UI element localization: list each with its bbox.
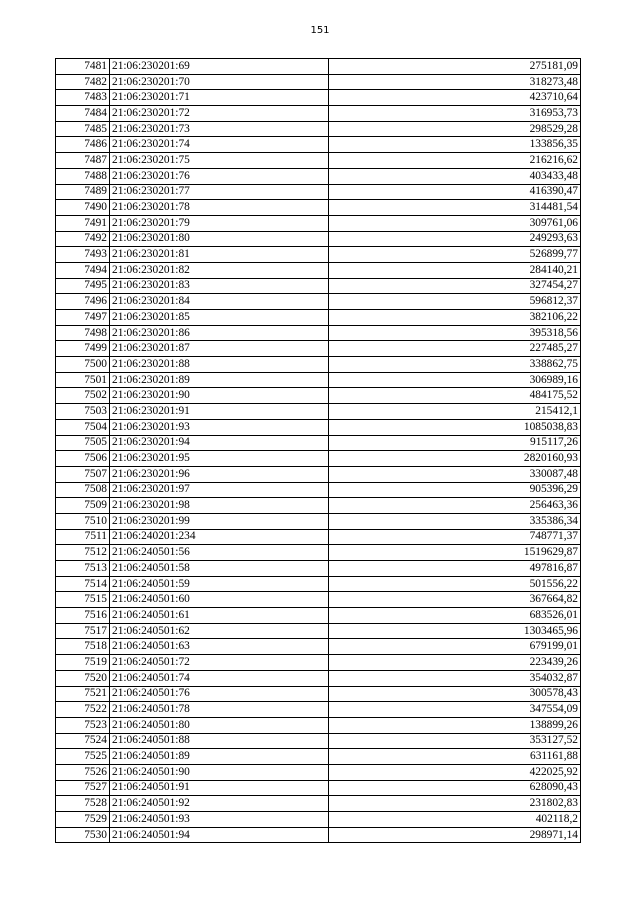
table-row: [56, 482, 581, 498]
cadastral-number-cell: 21:06:240501:61: [110, 608, 329, 624]
row-number-cell: 7494: [56, 262, 110, 278]
cadastral-value-cell: 138899,26: [329, 717, 581, 733]
row-number-cell: 7502: [56, 388, 110, 404]
cadastral-value-cell: 275181,09: [329, 59, 581, 75]
row-number-cell: 7498: [56, 325, 110, 341]
cadastral-value-cell: 683526,01: [329, 608, 581, 624]
cadastral-number-cell: 21:06:230201:90: [110, 388, 329, 404]
table-row: [56, 231, 581, 247]
table-row: [56, 168, 581, 184]
table-row: [56, 388, 581, 404]
row-number-cell: 7517: [56, 623, 110, 639]
cadastral-value-cell: 1519629,87: [329, 545, 581, 561]
cadastral-number-cell: 21:06:230201:88: [110, 357, 329, 373]
table-row: [56, 686, 581, 702]
cadastral-number-cell: 21:06:230201:91: [110, 404, 329, 420]
row-number-cell: 7505: [56, 435, 110, 451]
row-number-cell: 7520: [56, 670, 110, 686]
cadastral-value-cell: 318273,48: [329, 74, 581, 90]
row-number-cell: 7521: [56, 686, 110, 702]
cadastral-number-cell: 21:06:230201:75: [110, 153, 329, 169]
row-number-cell: 7514: [56, 576, 110, 592]
cadastral-number-cell: 21:06:230201:95: [110, 451, 329, 467]
table-row: [56, 733, 581, 749]
row-number-cell: 7527: [56, 780, 110, 796]
row-number-cell: 7499: [56, 341, 110, 357]
table-row: [56, 372, 581, 388]
cadastral-number-cell: 21:06:230201:83: [110, 278, 329, 294]
table-row: [56, 200, 581, 216]
cadastral-value-cell: 403433,48: [329, 168, 581, 184]
page-number: 151: [310, 25, 330, 36]
cadastral-number-cell: 21:06:240501:92: [110, 796, 329, 812]
cadastral-number-cell: 21:06:230201:70: [110, 74, 329, 90]
row-number-cell: 7525: [56, 749, 110, 765]
row-number-cell: 7508: [56, 482, 110, 498]
cadastral-number-cell: 21:06:230201:93: [110, 419, 329, 435]
cadastral-value-cell: 526899,77: [329, 247, 581, 263]
row-number-cell: 7523: [56, 717, 110, 733]
row-number-cell: 7522: [56, 702, 110, 718]
table-row: [56, 247, 581, 263]
cadastral-value-cell: 353127,52: [329, 733, 581, 749]
table-row: [56, 764, 581, 780]
row-number-cell: 7516: [56, 608, 110, 624]
row-number-cell: 7506: [56, 451, 110, 467]
cadastral-number-cell: 21:06:230201:97: [110, 482, 329, 498]
cadastral-value-cell: 335386,34: [329, 513, 581, 529]
cadastral-value-cell: 249293,63: [329, 231, 581, 247]
cadastral-number-cell: 21:06:230201:82: [110, 262, 329, 278]
table-row: [56, 796, 581, 812]
cadastral-number-cell: 21:06:230201:99: [110, 513, 329, 529]
row-number-cell: 7485: [56, 121, 110, 137]
cadastral-value-cell: 402118,2: [329, 812, 581, 828]
cadastral-number-cell: 21:06:240501:60: [110, 592, 329, 608]
cadastral-number-cell: 21:06:240201:234: [110, 529, 329, 545]
cadastral-value-cell: 422025,92: [329, 764, 581, 780]
table-row: [56, 341, 581, 357]
cadastral-value-cell: 915117,26: [329, 435, 581, 451]
cadastral-value-cell: 327454,27: [329, 278, 581, 294]
row-number-cell: 7526: [56, 764, 110, 780]
cadastral-value-cell: 748771,37: [329, 529, 581, 545]
row-number-cell: 7530: [56, 827, 110, 843]
cadastral-number-cell: 21:06:240501:62: [110, 623, 329, 639]
cadastral-value-cell: 497816,87: [329, 561, 581, 577]
cadastral-value-cell: 416390,47: [329, 184, 581, 200]
cadastral-number-cell: 21:06:240501:72: [110, 655, 329, 671]
cadastral-number-cell: 21:06:230201:87: [110, 341, 329, 357]
row-number-cell: 7500: [56, 357, 110, 373]
row-number-cell: 7497: [56, 310, 110, 326]
cadastral-number-cell: 21:06:240501:93: [110, 812, 329, 828]
row-number-cell: 7481: [56, 59, 110, 75]
table-row: [56, 90, 581, 106]
cadastral-number-cell: 21:06:240501:58: [110, 561, 329, 577]
cadastral-value-cell: 596812,37: [329, 294, 581, 310]
row-number-cell: 7501: [56, 372, 110, 388]
row-number-cell: 7528: [56, 796, 110, 812]
cadastral-value-cell: 284140,21: [329, 262, 581, 278]
table-row: [56, 513, 581, 529]
cadastral-value-cell: 298529,28: [329, 121, 581, 137]
table-row: [56, 106, 581, 122]
cadastral-number-cell: 21:06:230201:96: [110, 466, 329, 482]
row-number-cell: 7483: [56, 90, 110, 106]
cadastral-number-cell: 21:06:230201:78: [110, 200, 329, 216]
cadastral-number-cell: 21:06:230201:94: [110, 435, 329, 451]
cadastral-value-cell: 628090,43: [329, 780, 581, 796]
table-row: [56, 812, 581, 828]
cadastral-number-cell: 21:06:240501:74: [110, 670, 329, 686]
cadastral-value-cell: 631161,88: [329, 749, 581, 765]
table-row: [56, 623, 581, 639]
row-number-cell: 7495: [56, 278, 110, 294]
row-number-cell: 7489: [56, 184, 110, 200]
table-row: [56, 59, 581, 75]
table-row: [56, 827, 581, 843]
cadastral-number-cell: 21:06:230201:72: [110, 106, 329, 122]
cadastral-number-cell: 21:06:230201:80: [110, 231, 329, 247]
table-row: [56, 545, 581, 561]
table-row: [56, 702, 581, 718]
table-row: [56, 608, 581, 624]
table-row: [56, 780, 581, 796]
cadastral-value-cell: 314481,54: [329, 200, 581, 216]
row-number-cell: 7488: [56, 168, 110, 184]
table-row: [56, 498, 581, 514]
cadastral-value-cell: 215412,1: [329, 404, 581, 420]
cadastral-value-cell: 484175,52: [329, 388, 581, 404]
table-row: [56, 137, 581, 153]
cadastral-number-cell: 21:06:230201:76: [110, 168, 329, 184]
table-row: [56, 121, 581, 137]
table-body: [56, 59, 581, 843]
cadastral-number-cell: 21:06:230201:79: [110, 215, 329, 231]
table-row: [56, 278, 581, 294]
cadastral-number-cell: 21:06:230201:73: [110, 121, 329, 137]
table-row: [56, 184, 581, 200]
row-number-cell: 7524: [56, 733, 110, 749]
cadastral-value-cell: 1085038,83: [329, 419, 581, 435]
cadastral-value-table: [55, 58, 581, 843]
cadastral-number-cell: 21:06:240501:78: [110, 702, 329, 718]
row-number-cell: 7493: [56, 247, 110, 263]
row-number-cell: 7518: [56, 639, 110, 655]
row-number-cell: 7484: [56, 106, 110, 122]
cadastral-value-cell: 316953,73: [329, 106, 581, 122]
cadastral-number-cell: 21:06:230201:98: [110, 498, 329, 514]
cadastral-value-cell: 227485,27: [329, 341, 581, 357]
table-row: [56, 451, 581, 467]
row-number-cell: 7490: [56, 200, 110, 216]
table-row: [56, 466, 581, 482]
table-row: [56, 294, 581, 310]
row-number-cell: 7519: [56, 655, 110, 671]
cadastral-value-cell: 298971,14: [329, 827, 581, 843]
row-number-cell: 7486: [56, 137, 110, 153]
cadastral-number-cell: 21:06:230201:69: [110, 59, 329, 75]
row-number-cell: 7482: [56, 74, 110, 90]
row-number-cell: 7491: [56, 215, 110, 231]
row-number-cell: 7513: [56, 561, 110, 577]
table-row: [56, 561, 581, 577]
row-number-cell: 7503: [56, 404, 110, 420]
table-row: [56, 670, 581, 686]
cadastral-number-cell: 21:06:230201:89: [110, 372, 329, 388]
table-row: [56, 357, 581, 373]
table-row: [56, 310, 581, 326]
cadastral-number-cell: 21:06:230201:81: [110, 247, 329, 263]
table-row: [56, 592, 581, 608]
table-row: [56, 529, 581, 545]
table-row: [56, 262, 581, 278]
row-number-cell: 7504: [56, 419, 110, 435]
cadastral-value-cell: 347554,09: [329, 702, 581, 718]
cadastral-value-cell: 367664,82: [329, 592, 581, 608]
table-row: [56, 435, 581, 451]
cadastral-number-cell: 21:06:230201:84: [110, 294, 329, 310]
cadastral-number-cell: 21:06:240501:63: [110, 639, 329, 655]
table-row: [56, 576, 581, 592]
cadastral-value-cell: 501556,22: [329, 576, 581, 592]
cadastral-value-cell: 338862,75: [329, 357, 581, 373]
cadastral-value-cell: 354032,87: [329, 670, 581, 686]
row-number-cell: 7507: [56, 466, 110, 482]
cadastral-value-cell: 395318,56: [329, 325, 581, 341]
table-row: [56, 153, 581, 169]
cadastral-number-cell: 21:06:230201:85: [110, 310, 329, 326]
cadastral-number-cell: 21:06:230201:86: [110, 325, 329, 341]
row-number-cell: 7515: [56, 592, 110, 608]
row-number-cell: 7487: [56, 153, 110, 169]
row-number-cell: 7509: [56, 498, 110, 514]
cadastral-value-cell: 256463,36: [329, 498, 581, 514]
cadastral-value-cell: 216216,62: [329, 153, 581, 169]
table-row: [56, 419, 581, 435]
cadastral-number-cell: 21:06:240501:91: [110, 780, 329, 796]
cadastral-number-cell: 21:06:240501:76: [110, 686, 329, 702]
cadastral-number-cell: 21:06:230201:77: [110, 184, 329, 200]
row-number-cell: 7529: [56, 812, 110, 828]
cadastral-value-cell: 905396,29: [329, 482, 581, 498]
cadastral-number-cell: 21:06:240501:94: [110, 827, 329, 843]
cadastral-number-cell: 21:06:240501:56: [110, 545, 329, 561]
cadastral-value-cell: 300578,43: [329, 686, 581, 702]
row-number-cell: 7511: [56, 529, 110, 545]
cadastral-number-cell: 21:06:240501:90: [110, 764, 329, 780]
cadastral-number-cell: 21:06:240501:59: [110, 576, 329, 592]
table-row: [56, 717, 581, 733]
cadastral-number-cell: 21:06:230201:71: [110, 90, 329, 106]
table-row: [56, 639, 581, 655]
cadastral-value-cell: 382106,22: [329, 310, 581, 326]
table-row: [56, 215, 581, 231]
row-number-cell: 7510: [56, 513, 110, 529]
table-row: [56, 325, 581, 341]
cadastral-value-cell: 679199,01: [329, 639, 581, 655]
cadastral-value-cell: 223439,26: [329, 655, 581, 671]
table-row: [56, 749, 581, 765]
row-number-cell: 7496: [56, 294, 110, 310]
cadastral-value-cell: 1303465,96: [329, 623, 581, 639]
table-row: [56, 74, 581, 90]
table-row: [56, 404, 581, 420]
cadastral-number-cell: 21:06:230201:74: [110, 137, 329, 153]
row-number-cell: 7492: [56, 231, 110, 247]
cadastral-value-cell: 330087,48: [329, 466, 581, 482]
cadastral-number-cell: 21:06:240501:88: [110, 733, 329, 749]
cadastral-value-cell: 309761,06: [329, 215, 581, 231]
cadastral-value-cell: 231802,83: [329, 796, 581, 812]
row-number-cell: 7512: [56, 545, 110, 561]
cadastral-number-cell: 21:06:240501:80: [110, 717, 329, 733]
table-row: [56, 655, 581, 671]
cadastral-number-cell: 21:06:240501:89: [110, 749, 329, 765]
cadastral-value-cell: 2820160,93: [329, 451, 581, 467]
cadastral-value-cell: 306989,16: [329, 372, 581, 388]
cadastral-value-cell: 133856,35: [329, 137, 581, 153]
cadastral-value-cell: 423710,64: [329, 90, 581, 106]
